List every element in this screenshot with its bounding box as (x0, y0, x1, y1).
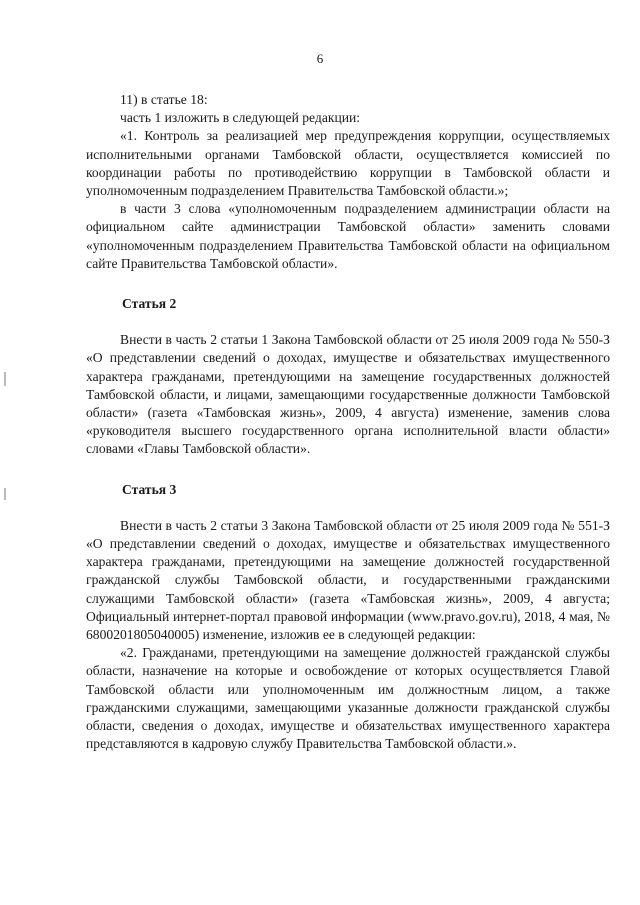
article-2-text: Внести в часть 2 статьи 1 Закона Тамбовской области от 25 июля 2009 года № 550-З «О представлении сведений о доходах, имуществе и обязательствах имущественного характера гражданами, претендующими на замещение государственных должностей Тамбовской области, и лицами, замещающими государственные должности Тамбовской области» (газета «Тамбовская жизнь», 2009, 4 августа) изменение, заменив слова «руководителя высшего государственного органа исполнительной власти области» словами «Главы Тамбовской области». (86, 332, 610, 457)
document-body (86, 91, 610, 754)
page-number: 6 (316, 51, 324, 66)
scan-margin-mark (4, 372, 6, 386)
amendment-part1-text: «1. Контроль за реализацией мер предупреждения коррупции, осуществляемых исполнительными органами Тамбовской области, осуществляется комиссией по координации работы по противодействию коррупции в Тамбовской области и уполномоченным подразделением Правительства Тамбовской области.»; (86, 128, 610, 199)
article-2-heading: Статья 2 (122, 296, 177, 312)
article-3-heading: Статья 3 (122, 481, 177, 497)
scan-margin-mark (4, 488, 6, 500)
amendment-part1-intro: часть 1 изложить в следующей редакции: (120, 110, 361, 126)
article-3-quote: «2. Гражданами, претендующими на замещение должностей гражданской службы области, назначение на которые и освобождение от которых осуществляется Главой Тамбовской области или уполномоченным им должностным лицом, а также гражданскими служащими, замещающими указанные должности гражданской службы области, сведения о доходах, имуществе и обязательствах имущественного характера представляются в кадровую службу Правительства Тамбовской области.». (86, 645, 610, 752)
article-3-text: Внести в часть 2 статьи 3 Закона Тамбовской области от 25 июля 2009 года № 551-З «О представлении сведений о доходах, имуществе и обязательствах имущественного характера гражданами, претендующими на замещение должностей государственной гражданской службы Тамбовской области, и государственными гражданскими служащими Тамбовской области» (газета «Тамбовская жизнь», 2009, 4 августа; Официальный интернет-портал правовой информации (www.pravo.gov.ru), 2018, 4 мая, № 6800201805040005) изменение, изложив ее в следующей редакции: (86, 517, 610, 643)
amendment-part3-text: в части 3 слова «уполномоченным подразделением администрации области на официальном сайте администрации Тамбовской области» заменить словами «уполномоченным подразделением Правительства Тамбовской области на официальном сайте Правительства Тамбовской области». (86, 201, 610, 271)
amendment-item: 11) в статье 18: (120, 92, 208, 107)
